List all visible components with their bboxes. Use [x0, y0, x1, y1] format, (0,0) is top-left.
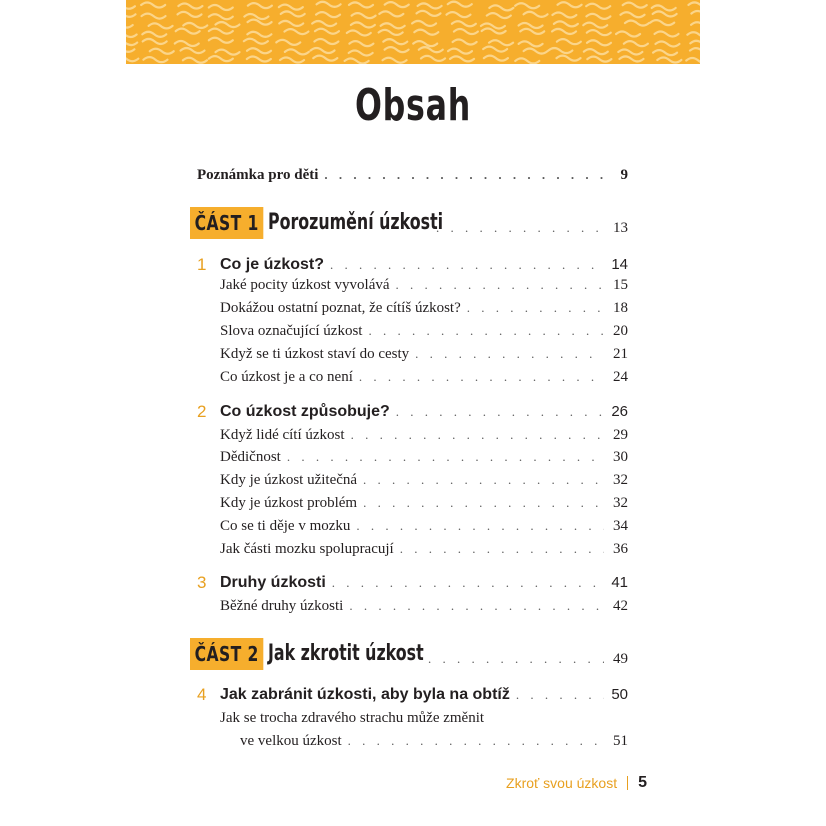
toc-entry[interactable]	[220, 596, 628, 616]
leader-dots	[356, 516, 604, 536]
toc-entry[interactable]	[220, 425, 628, 445]
leader-dots	[287, 447, 604, 467]
toc-page: 15	[613, 277, 628, 293]
toc-entry-line1[interactable]	[220, 708, 628, 728]
leader-dots	[324, 165, 604, 185]
leader-dots	[351, 425, 604, 445]
toc-page: 30	[613, 449, 628, 465]
toc-label: Jak části mozku spolupracují	[220, 541, 394, 557]
part-badge: ČÁST 1	[190, 207, 263, 239]
toc-entry-part[interactable]	[428, 649, 628, 669]
toc-entry[interactable]	[220, 447, 628, 467]
toc-page: 36	[613, 541, 628, 557]
toc-label: Běžné druhy úzkosti	[220, 598, 344, 614]
toc-page: 41	[611, 574, 628, 591]
leader-dots	[349, 596, 604, 616]
footer-separator	[627, 776, 628, 790]
toc-entry-line2[interactable]	[240, 731, 628, 751]
toc-entry[interactable]	[220, 516, 628, 536]
toc-entry-chapter[interactable]	[220, 255, 628, 275]
toc-entry[interactable]	[220, 275, 628, 295]
header-banner	[126, 0, 700, 64]
toc-page: 49	[613, 651, 628, 667]
page-title: Obsah	[354, 80, 471, 131]
toc-label: Jak se trocha zdravého strachu může změnit	[220, 710, 485, 726]
leader-dots	[363, 470, 604, 490]
toc-label: Co se ti děje v mozku	[220, 518, 351, 534]
part-title: Jak zkrotit úzkost	[268, 641, 424, 666]
toc-page: 18	[613, 300, 628, 316]
toc-entry-part[interactable]	[436, 218, 628, 238]
leader-dots	[396, 275, 604, 295]
toc-label: Co úzkost je a co není	[220, 369, 353, 385]
toc-label: Kdy je úzkost užitečná	[220, 472, 358, 488]
toc-entry-intro[interactable]	[197, 165, 628, 185]
chapter-number: 2	[197, 402, 207, 421]
leader-dots	[363, 493, 604, 513]
toc-page: 14	[611, 256, 628, 273]
toc-label: Co je úzkost?	[220, 256, 325, 273]
toc-page: 21	[613, 346, 628, 362]
leader-dots	[415, 344, 604, 364]
toc-label: Jak zabránit úzkosti, aby byla na obtíž	[220, 686, 510, 703]
leader-dots	[348, 731, 604, 751]
part-title: Porozumění úzkosti	[268, 210, 444, 235]
leader-dots	[436, 218, 604, 238]
leader-dots	[332, 573, 604, 593]
toc-page: 20	[613, 323, 628, 339]
toc-page: 29	[613, 427, 628, 443]
chapter-number: 1	[197, 255, 207, 274]
toc-entry-chapter[interactable]	[220, 685, 628, 705]
toc-page: 32	[613, 495, 628, 511]
toc-entry[interactable]	[220, 298, 628, 318]
wave-pattern-decoration	[126, 0, 700, 64]
leader-dots	[396, 402, 604, 422]
footer-book-title: Zkroť svou úzkost	[506, 775, 618, 791]
toc-page: 24	[613, 369, 628, 385]
toc-label: Když lidé cítí úzkost	[220, 427, 345, 443]
toc-label: Kdy je úzkost problém	[220, 495, 358, 511]
toc-entry[interactable]	[220, 470, 628, 490]
chapter-number: 3	[197, 573, 207, 592]
toc-label: Když se ti úzkost staví do cesty	[220, 346, 410, 362]
toc-page: 9	[620, 167, 628, 183]
toc-label: Dokážou ostatní poznat, že cítíš úzkost?	[220, 300, 461, 316]
page-footer	[506, 774, 647, 792]
toc-entry[interactable]	[220, 367, 628, 387]
leader-dots	[428, 649, 604, 669]
toc-entry-chapter[interactable]	[220, 402, 628, 422]
toc-entry[interactable]	[220, 321, 628, 341]
toc-entry-chapter[interactable]	[220, 573, 628, 593]
toc-label: Poznámka pro děti	[197, 167, 319, 183]
toc-page: 42	[613, 598, 628, 614]
toc-page: 26	[611, 403, 628, 420]
leader-dots	[359, 367, 604, 387]
toc-page: 50	[611, 686, 628, 703]
toc-label-continued: ve velkou úzkost	[240, 733, 342, 749]
toc-page: 13	[613, 220, 628, 236]
toc-label: Co úzkost způsobuje?	[220, 403, 390, 420]
toc-page: 51	[613, 733, 628, 749]
toc-page: 34	[613, 518, 628, 534]
footer-page-number: 5	[638, 774, 647, 791]
leader-dots	[516, 685, 604, 705]
toc-label: Druhy úzkosti	[220, 574, 326, 591]
leader-dots	[330, 255, 604, 275]
toc-label: Jaké pocity úzkost vyvolává	[220, 277, 390, 293]
leader-dots	[467, 298, 604, 318]
toc-entry[interactable]	[220, 493, 628, 513]
part-badge: ČÁST 2	[190, 638, 263, 670]
toc-label: Slova označující úzkost	[220, 323, 363, 339]
toc-page: 32	[613, 472, 628, 488]
toc-entry[interactable]	[220, 344, 628, 364]
toc-label: Dědičnost	[220, 449, 281, 465]
leader-dots	[400, 539, 604, 559]
toc-entry[interactable]	[220, 539, 628, 559]
chapter-number: 4	[197, 685, 207, 704]
leader-dots	[368, 321, 604, 341]
